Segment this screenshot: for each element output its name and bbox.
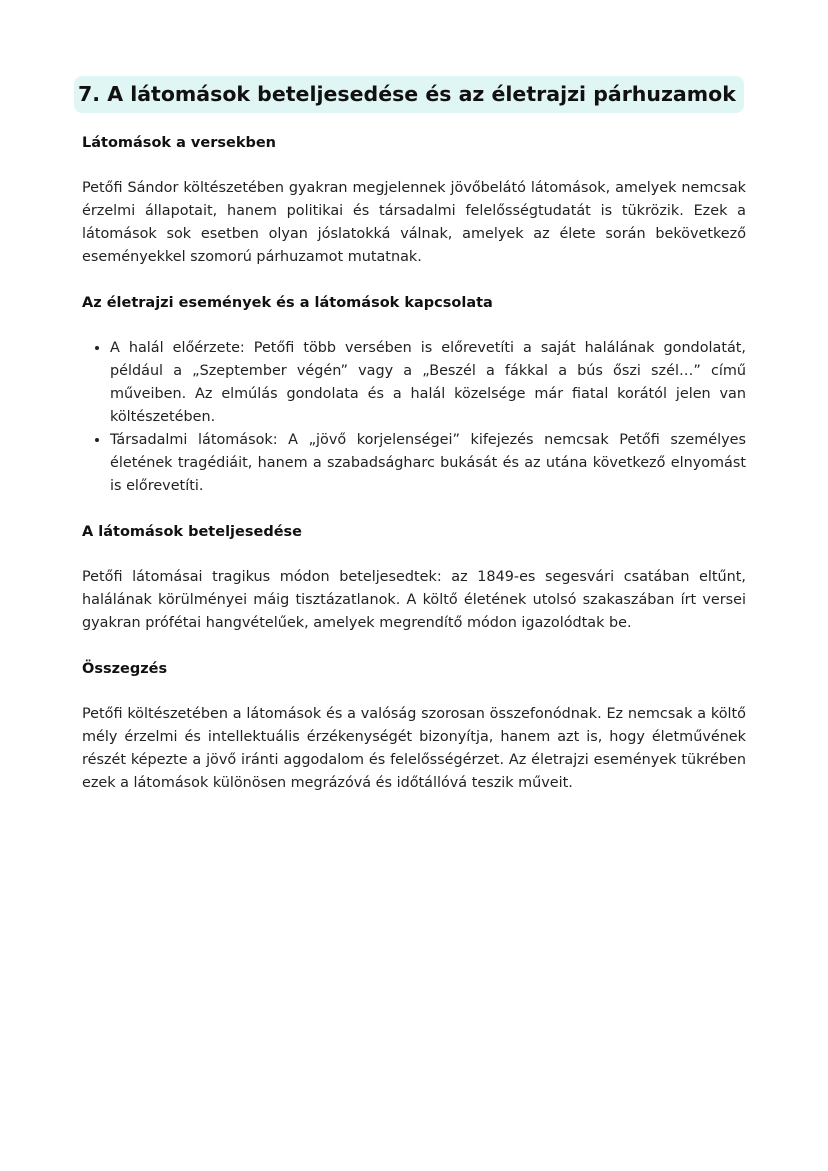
section-paragraph-beteljesedes: Petőfi látomásai tragikus módon beteljesedtek: az 1849-es segesvári csatában eltűnt, halálának körülményei máig tisztázatlanok. A költő életének utolsó szakaszában írt versei gyakran prófétai hangvételűek, amelyek megrendítő módon igazolódtak be. bbox=[82, 569, 746, 631]
page-title: 7. A látomások beteljesedése és az életrajzi párhuzamok bbox=[74, 76, 744, 113]
section-heading-osszegzes: Összegzés bbox=[82, 661, 168, 677]
section-paragraph-osszegzes: Petőfi költészetében a látomások és a valóság szorosan összefonódnak. Ez nemcsak a költő mély érzelmi és intellektuális érzékenységét bizonyítja, hanem azt is, hogy életművének részét képezte a jövő iránti aggodalom és felelősségérzet. Az életrajzi események tükrében ezek a látomások különösen megrázóvá és időtállóvá teszik műveit. bbox=[82, 706, 746, 791]
section-paragraph-latomasok: Petőfi Sándor költészetében gyakran megjelennek jövőbelátó látomások, amelyek nemcsak érzelmi állapotait, hanem politikai és társadalmi felelősségtudatát is tükrözik. Ezek a látomások sok esetben olyan jóslatokká válnak, amelyek az élete során bekövetkező eseményekkel szomorú párhuzamot mutatnak. bbox=[82, 180, 746, 265]
section-heading-latomasok: Látomások a versekben bbox=[82, 135, 277, 151]
bullet-list bbox=[82, 337, 746, 498]
document-page bbox=[78, 76, 746, 795]
list-item: • A halál előérzete: Petőfi több versében is előrevetíti a saját halálának gondolatát, például a „Szeptember végén” vagy a „Beszél a fákkal a bús őszi szél…” című műveiben. Az elmúlás gondolata és a halál közelsége már fiatal korától jelen van költészetében. bbox=[110, 337, 746, 429]
section-heading-eletrajzi: Az életrajzi események és a látomások kapcsolata bbox=[82, 295, 493, 311]
list-item: • Társadalmi látomások: A „jövő korjelenségei” kifejezés nemcsak Petőfi személyes életének tragédiáit, hanem a szabadságharc bukását és az utána következő elnyomást is előrevetíti. bbox=[110, 429, 746, 498]
section-heading-beteljesedes: A látomások beteljesedése bbox=[82, 524, 302, 540]
